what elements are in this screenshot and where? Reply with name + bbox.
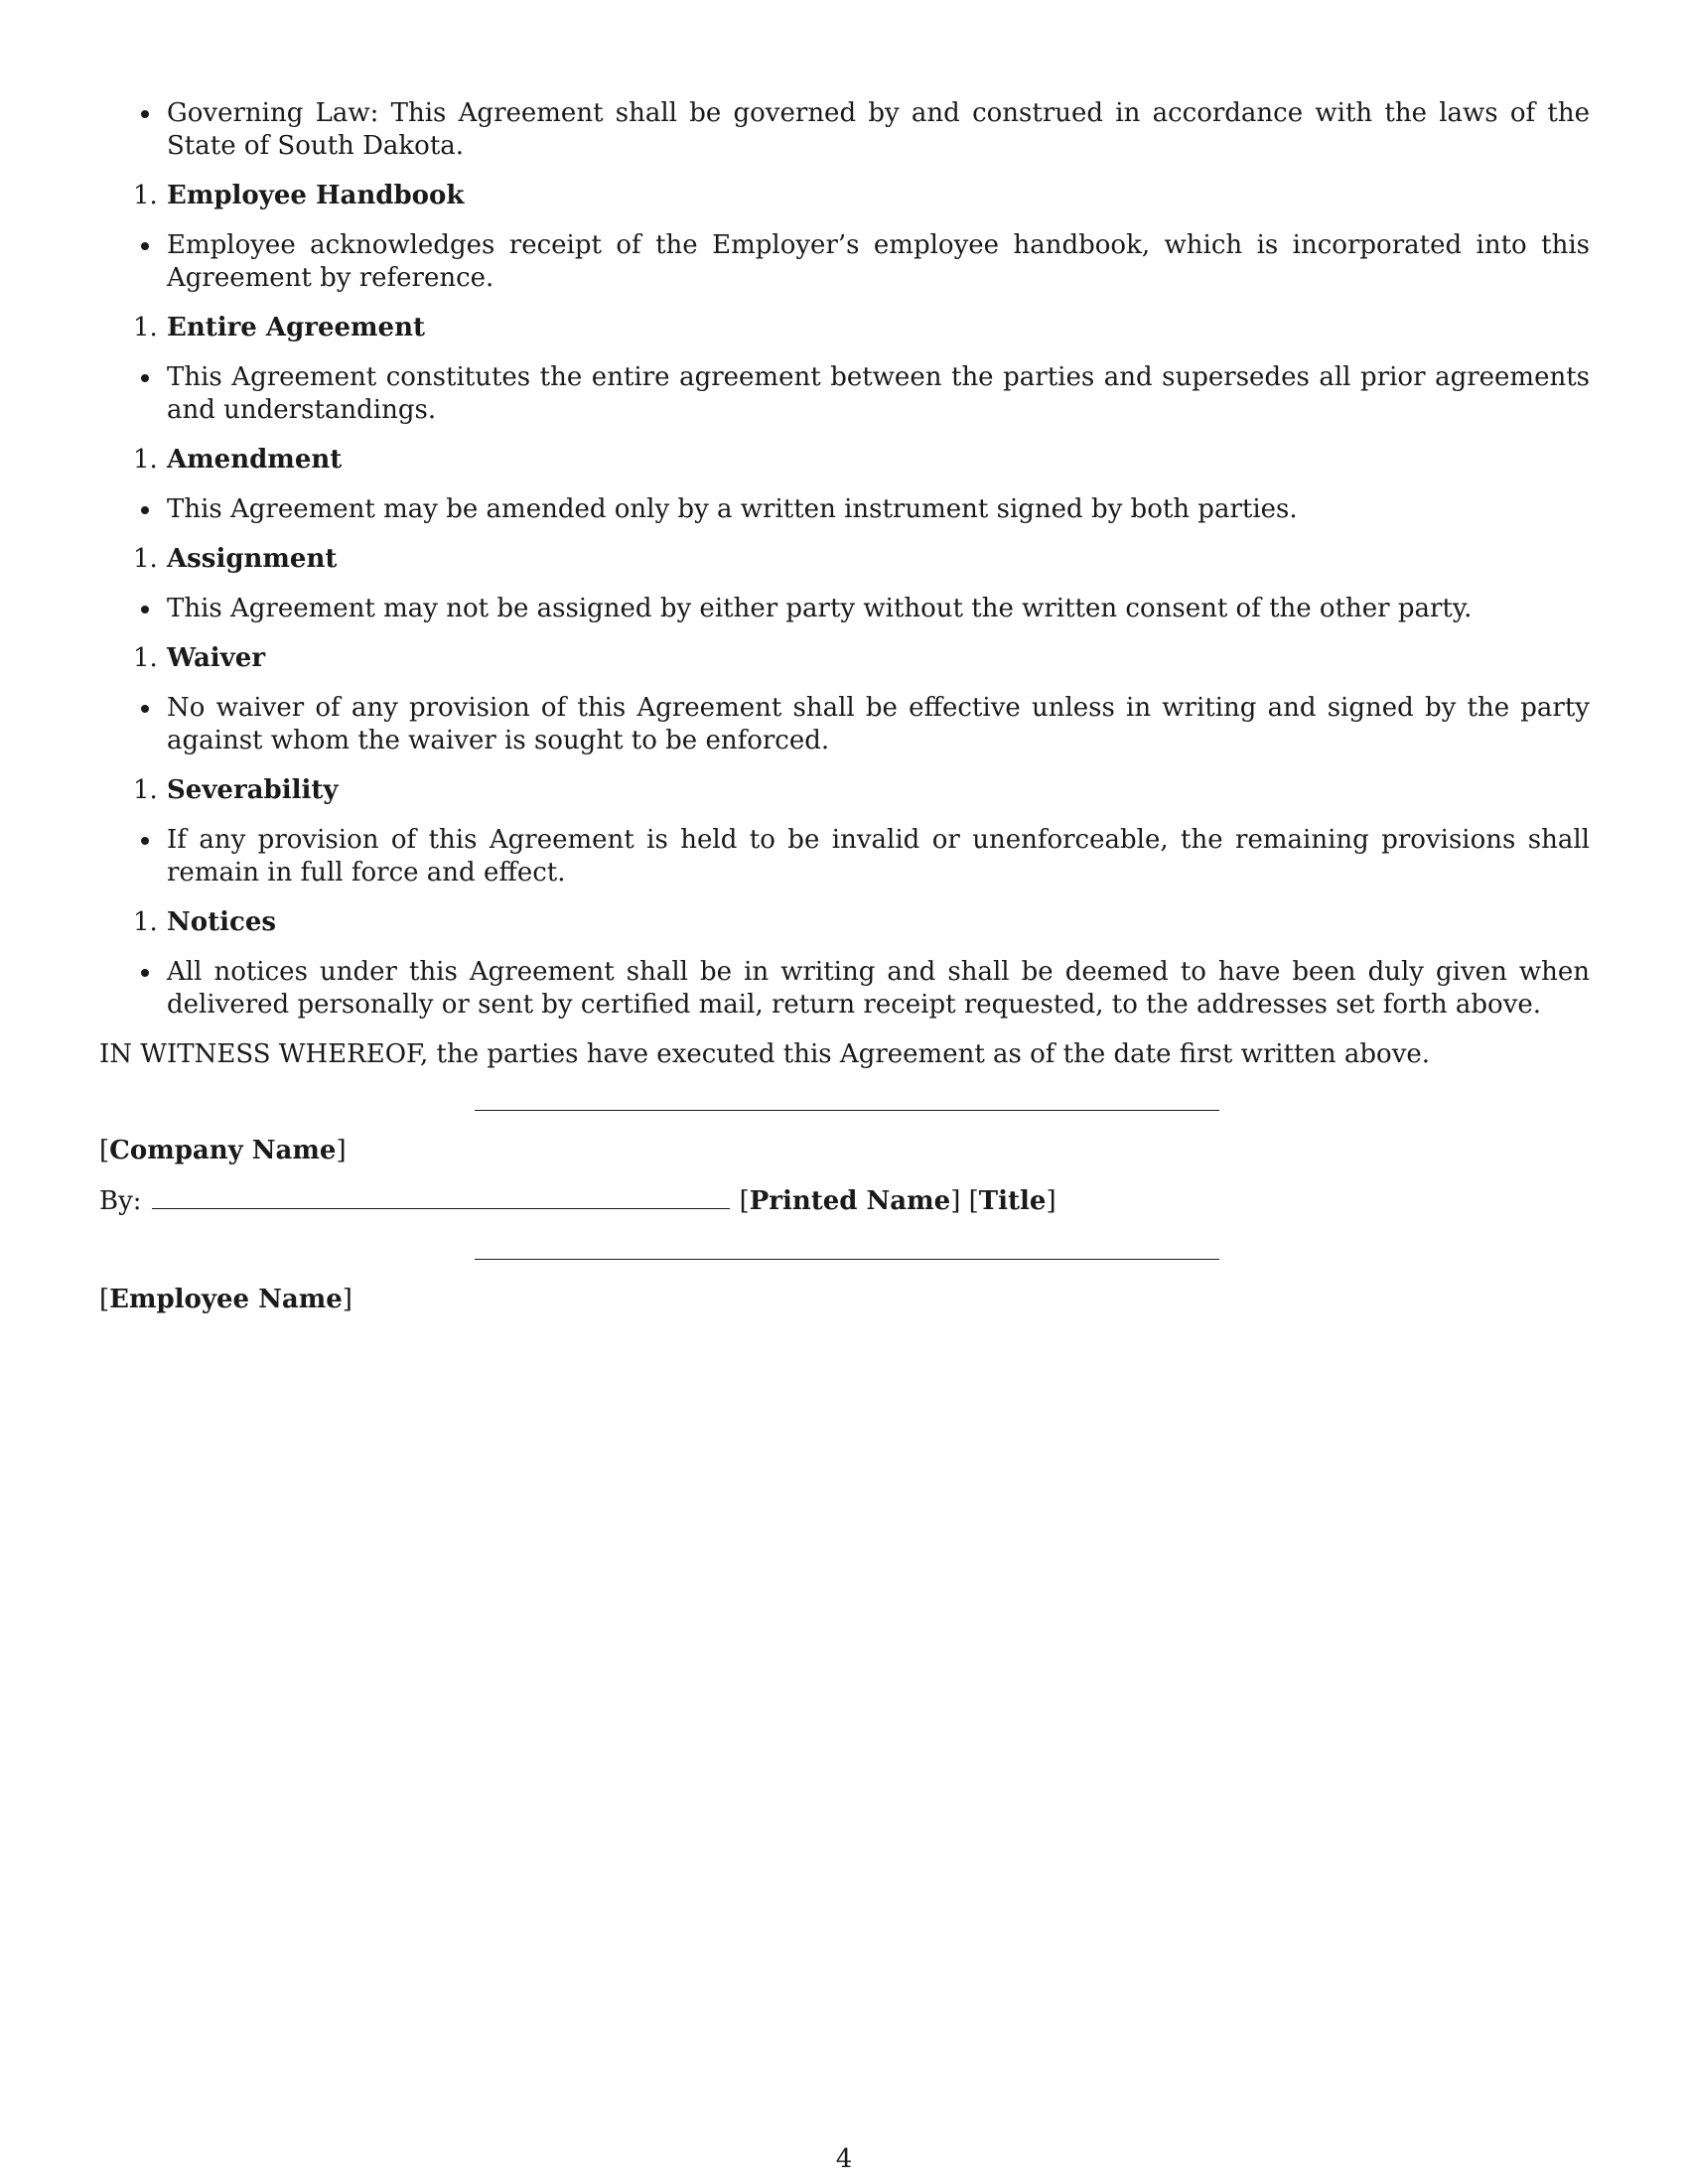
section-heading-amendment [99, 444, 1589, 477]
section-title: Severability [167, 775, 339, 805]
section-text: No waiver of any provision of this Agreement shall be effective unless in writing and signed by the party against whom the waiver is sought to be enforced. [167, 693, 1590, 755]
bullet-icon [141, 374, 149, 382]
section-text: This Agreement constitutes the entire agreement between the parties and supersedes all prior agreements and understandings. [167, 362, 1590, 425]
employee-name-block [99, 1284, 352, 1316]
company-name: Company Name [109, 1136, 337, 1165]
bracket-close: ] [1046, 1186, 1056, 1216]
list-item [99, 956, 1590, 1022]
section-text: If any provision of this Agreement is held to be invalid or unenforceable, the remaining provisions shall remain in full force and effect. [167, 825, 1590, 887]
company-signature-line [475, 1110, 1219, 1111]
section-number: 1. [133, 775, 158, 805]
bracket-open: [ [739, 1186, 750, 1216]
title: Title [978, 1186, 1047, 1216]
bracket-close: ] [336, 1136, 347, 1165]
by-line-block [99, 1184, 1056, 1218]
section-number: 1. [133, 907, 158, 937]
section-number: 1. [133, 643, 158, 673]
section-number: 1. [133, 181, 158, 210]
bracket-close: ] [950, 1186, 961, 1216]
section-number: 1. [133, 313, 158, 342]
section-title: Waiver [167, 643, 266, 673]
section-heading-notices [99, 906, 1589, 939]
list-item [99, 493, 1590, 526]
section-heading-employee-handbook [99, 180, 1589, 212]
section-text: Employee acknowledges receipt of the Employer’s employee handbook, which is incorporated into this Agreement by reference. [167, 230, 1590, 293]
section-heading-assignment [99, 543, 1589, 576]
printed-name: Printed Name [749, 1186, 951, 1216]
employee-signature-line [475, 1259, 1219, 1260]
section-heading-severability [99, 774, 1589, 807]
section-title: Amendment [167, 445, 343, 475]
list-item [99, 593, 1590, 625]
bullet-icon [141, 506, 149, 514]
section-number: 1. [133, 544, 158, 574]
bullet-icon [141, 242, 149, 250]
document-page [99, 97, 1590, 1314]
bracket-open: [ [968, 1186, 979, 1216]
bracket-open: [ [99, 1136, 110, 1165]
list-item [99, 824, 1590, 889]
list-item [99, 361, 1590, 427]
list-item [99, 692, 1590, 757]
bullet-icon [141, 110, 149, 118]
section-heading-entire-agreement [99, 312, 1589, 344]
by-signature-line [152, 1184, 730, 1209]
section-title: Entire Agreement [167, 313, 425, 342]
by-label: By: [99, 1186, 142, 1216]
bullet-icon [141, 837, 149, 845]
section-text: This Agreement may be amended only by a written instrument signed by both parties. [167, 494, 1298, 524]
bracket-open: [ [99, 1285, 110, 1314]
bracket-close: ] [342, 1285, 352, 1314]
section-number: 1. [133, 445, 158, 475]
section-text: This Agreement may not be assigned by either party without the written consent of the other party. [167, 594, 1473, 623]
section-title: Assignment [167, 544, 338, 574]
list-item [99, 97, 1590, 163]
bullet-icon [141, 705, 149, 713]
employee-name: Employee Name [109, 1285, 343, 1314]
section-title: Notices [167, 907, 277, 937]
section-heading-waiver [99, 642, 1589, 675]
bullet-icon [141, 969, 149, 977]
page-number: 4 [835, 2144, 853, 2174]
section-text: All notices under this Agreement shall be in writing and shall be deemed to have been duly given when delivered personally or sent by certified mail, return receipt requested, to the addresses set forth above. [167, 957, 1590, 1020]
witness-statement: IN WITNESS WHEREOF, the parties have executed this Agreement as of the date first written above. [99, 1039, 1431, 1069]
list-item [99, 229, 1590, 295]
company-name-block [99, 1135, 347, 1167]
bullet-icon [141, 606, 149, 614]
governing-law-text: Governing Law: This Agreement shall be governed by and construed in accordance with the laws of the State of South Dakota. [167, 98, 1590, 161]
section-title: Employee Handbook [167, 181, 465, 210]
